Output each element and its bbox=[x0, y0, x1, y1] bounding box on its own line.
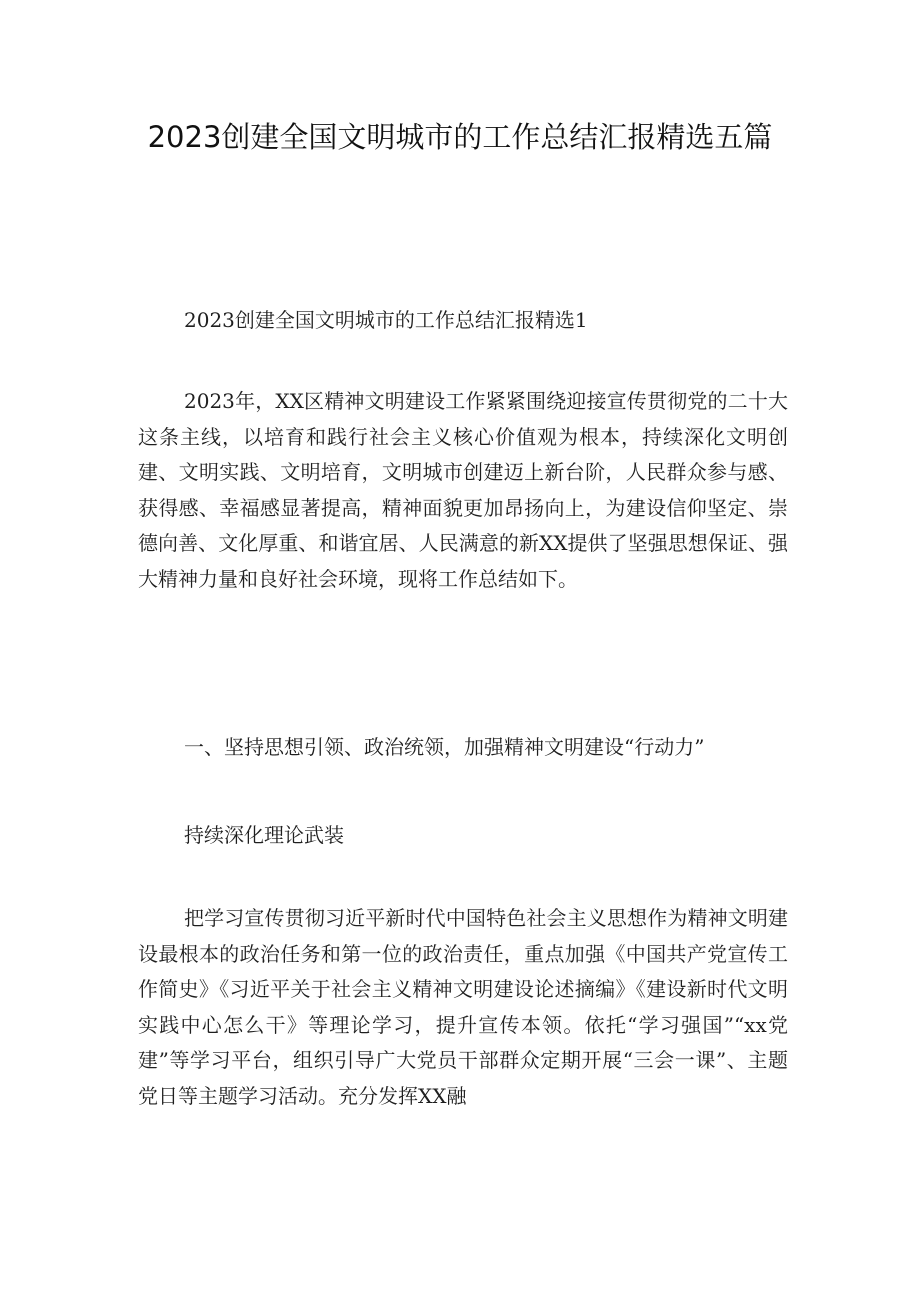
subheading: 持续深化理论武装 bbox=[184, 823, 344, 847]
chapter-heading: 一、坚持思想引领、政治统领，加强精神文明建设“行动力” bbox=[184, 735, 705, 759]
paragraph: 把学习宣传贯彻习近平新时代中国特色社会主义思想作为精神文明建设最根本的政治任务和第一位的政治责任，重点加强《中国共产党宣传工作简史》《习近平关于社会主义精神文明建设论述摘编》《建设新时代文明实践中心怎么干》等理论学习，提升宣传本领。依托“学习强国”“xx党建”等学习平台，组织引导广大党员干部群众定期开展“三会一课”、主题党日等主题学习活动。充分发挥XX融 bbox=[138, 906, 788, 1108]
paragraph: 2023年，XX区精神文明建设工作紧紧围绕迎接宣传贯彻党的二十大这条主线，以培育和践行社会主义核心价值观为根本，持续深化文明创建、文明实践、文明培育，文明城市创建迈上新台阶，人民群众参与感、获得感、幸福感显著提高，精神面貌更加昂扬向上，为建设信仰坚定、崇德向善、文化厚重、和谐宜居、人民满意的新XX提供了坚强思想保证、强大精神力量和良好社会环境，现将工作总结如下。 bbox=[138, 389, 788, 591]
document-title: 2023创建全国文明城市的工作总结汇报精选五篇 bbox=[147, 120, 773, 154]
section-heading: 2023创建全国文明城市的工作总结汇报精选1 bbox=[184, 308, 588, 332]
